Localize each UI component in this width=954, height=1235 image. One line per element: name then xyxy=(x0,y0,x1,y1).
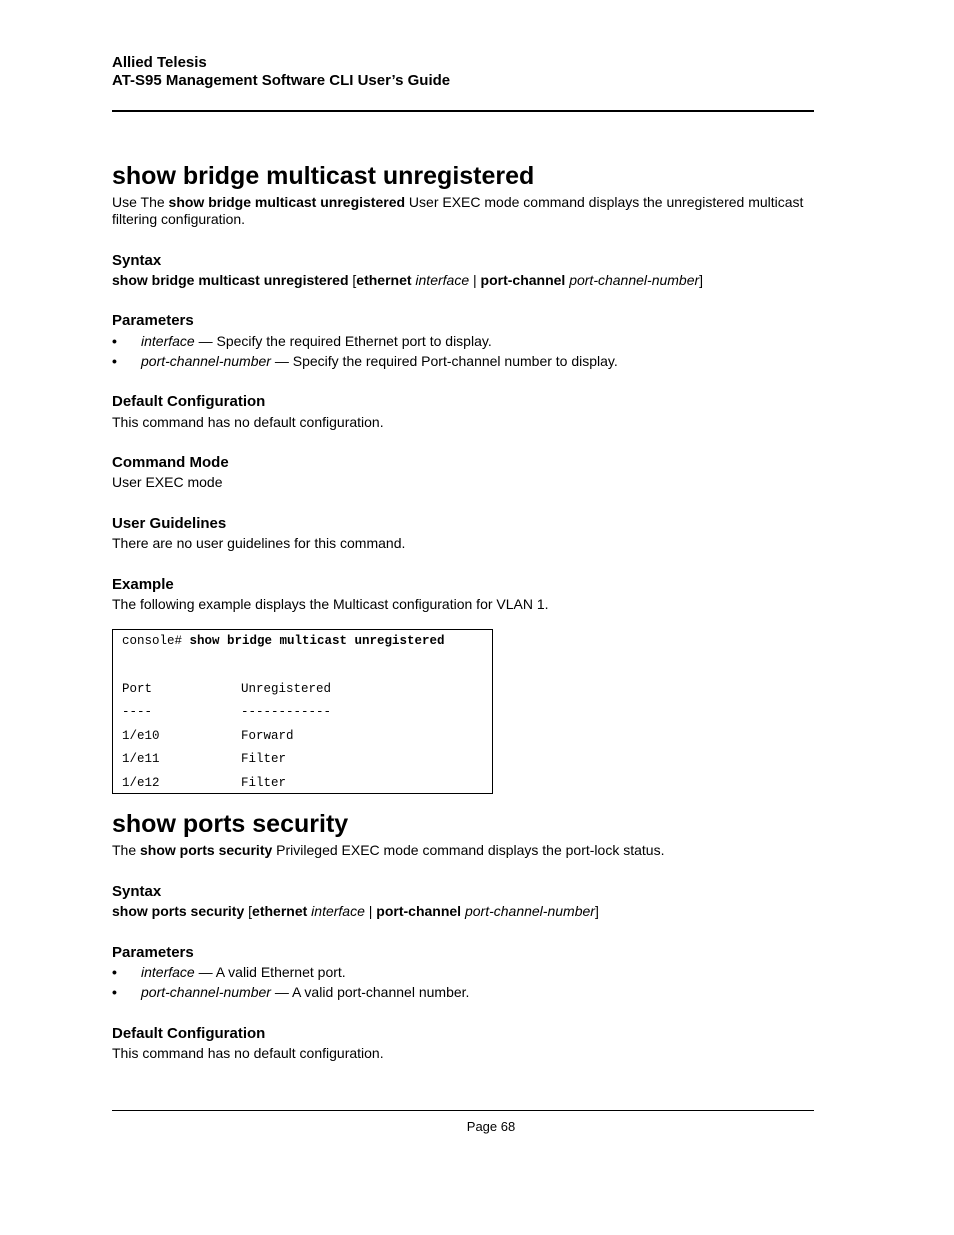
bullet-icon: • xyxy=(112,333,117,349)
section-title-ports-security: show ports security xyxy=(112,810,349,838)
default-config-heading: Default Configuration xyxy=(112,393,266,410)
parameters-heading: Parameters xyxy=(112,944,194,961)
example-heading: Example xyxy=(112,576,174,593)
command-mode-text: User EXEC mode xyxy=(112,474,223,490)
default-config-heading: Default Configuration xyxy=(112,1025,266,1042)
footer-rule xyxy=(112,1110,814,1111)
list-item: • port-channel-number — A valid port-channel number. xyxy=(112,984,470,1000)
section-intro: The show ports security Privileged EXEC mode command displays the port-lock status. xyxy=(112,842,665,858)
parameter-list xyxy=(112,964,814,1004)
default-config-text: This command has no default configuration. xyxy=(112,1045,384,1061)
bullet-icon: • xyxy=(112,353,117,369)
default-config-text: This command has no default configuration. xyxy=(112,414,384,430)
code-row-port: 1/e11 xyxy=(122,752,160,766)
code-row-port: 1/e10 xyxy=(122,729,160,743)
code-rule-unregistered: ------------ xyxy=(241,705,332,719)
parameters-heading: Parameters xyxy=(112,312,194,329)
code-command-line: console# show bridge multicast unregistered xyxy=(122,634,445,648)
bullet-icon: • xyxy=(112,984,117,1000)
code-row-state: Filter xyxy=(241,752,287,766)
command-mode-heading: Command Mode xyxy=(112,454,229,471)
user-guidelines-heading: User Guidelines xyxy=(112,515,227,532)
syntax-line: show ports security [ethernet interface | port-channel port-channel-number] xyxy=(112,903,599,919)
code-col-header-unregistered: Unregistered xyxy=(241,682,332,696)
bullet-icon: • xyxy=(112,964,117,980)
syntax-line: show bridge multicast unregistered [ethernet interface | port-channel port-channel-number] xyxy=(112,272,704,288)
code-row-state: Forward xyxy=(241,729,294,743)
list-item: • interface — Specify the required Ethernet port to display. xyxy=(112,333,492,349)
header-rule xyxy=(112,110,814,112)
page-number: Page 68 xyxy=(466,1119,516,1134)
code-example-box xyxy=(112,629,493,794)
code-col-header-port: Port xyxy=(122,682,153,696)
code-row-state: Filter xyxy=(241,776,287,790)
code-row-port: 1/e12 xyxy=(122,776,160,790)
user-guidelines-text: There are no user guidelines for this command. xyxy=(112,535,406,551)
list-item: • interface — A valid Ethernet port. xyxy=(112,964,346,980)
syntax-heading: Syntax xyxy=(112,883,162,900)
section-title-bridge-multicast: show bridge multicast unregistered xyxy=(112,162,535,190)
syntax-heading: Syntax xyxy=(112,252,162,269)
code-rule-port: ---- xyxy=(122,705,153,719)
example-text: The following example displays the Multicast configuration for VLAN 1. xyxy=(112,596,549,612)
section-intro: Use The show bridge multicast unregistered User EXEC mode command displays the unregistered multicast filtering configuration. xyxy=(112,194,804,227)
header-guide-title: AT-S95 Management Software CLI User’s Guide xyxy=(112,72,451,89)
parameter-list xyxy=(112,333,814,373)
list-item: • port-channel-number — Specify the required Port-channel number to display. xyxy=(112,353,618,369)
header-company: Allied Telesis xyxy=(112,54,207,71)
